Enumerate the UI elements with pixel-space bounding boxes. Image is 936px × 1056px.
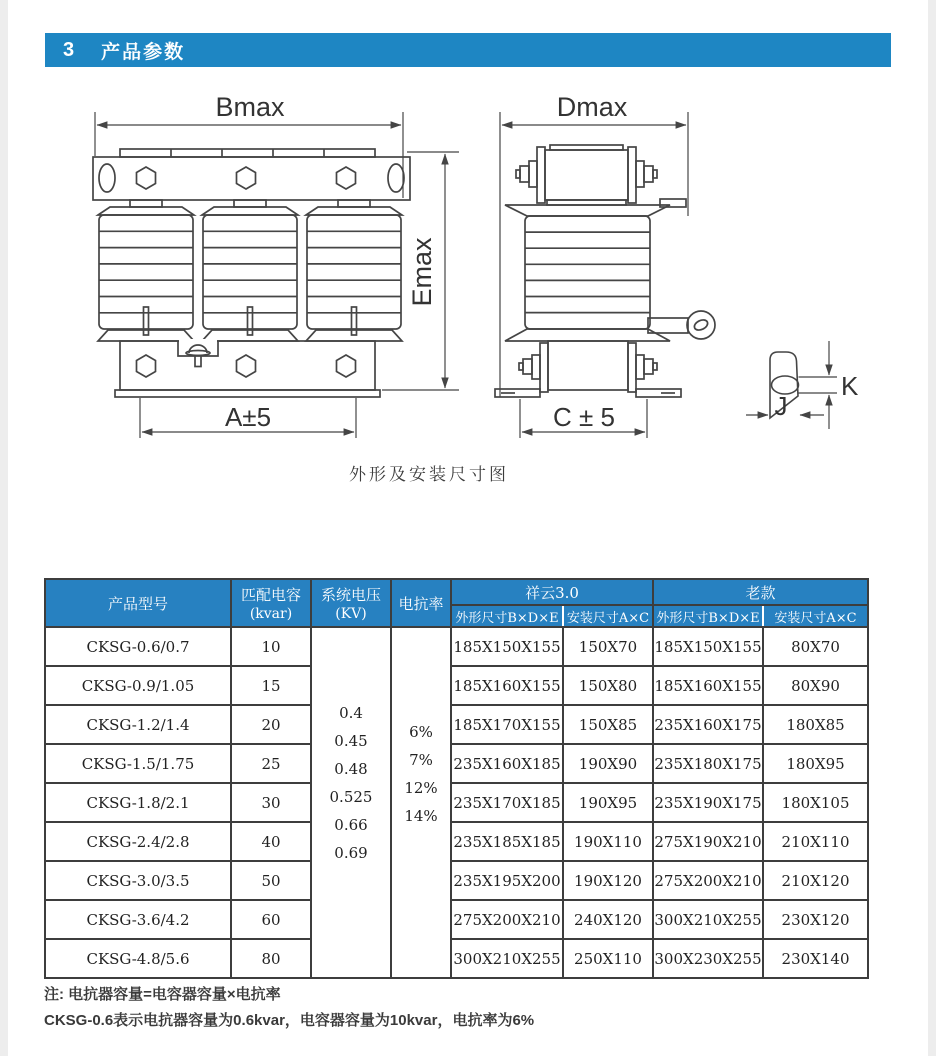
hex-bolt-icon — [237, 355, 256, 377]
bmax-label: Bmax — [215, 92, 285, 122]
table-cell: 80X70 — [763, 627, 868, 666]
table-cell: 30 — [231, 783, 311, 822]
table-cell: 25 — [231, 744, 311, 783]
table-cell: 190X120 — [563, 861, 653, 900]
table-cell: 150X85 — [563, 705, 653, 744]
table-cell: 15 — [231, 666, 311, 705]
table-cell: CKSG-1.2/1.4 — [45, 705, 231, 744]
side-view — [495, 92, 715, 438]
side-bolt-icon — [636, 355, 657, 379]
table-cell: CKSG-3.6/4.2 — [45, 900, 231, 939]
table-cell: 185X170X155 — [451, 705, 563, 744]
table-cell: 250X110 — [563, 939, 653, 978]
header-xy-outline: 外形尺寸B×D×E — [451, 605, 563, 627]
side-bolt-icon — [516, 161, 537, 187]
table-cell: 0.4 0.45 0.48 0.525 0.66 0.69 — [311, 627, 391, 978]
table-cell: 300X210X255 — [451, 939, 563, 978]
header-group-xiangyun: 祥云3.0 — [451, 579, 653, 605]
table-cell: 190X90 — [563, 744, 653, 783]
j-label: J — [774, 391, 788, 421]
hex-bolt-icon — [137, 167, 156, 189]
table-cell: 6% 7% 12% 14% — [391, 627, 451, 978]
table-cell: CKSG-0.6/0.7 — [45, 627, 231, 666]
table-cell: 190X110 — [563, 822, 653, 861]
hex-bolt-icon — [337, 355, 356, 377]
table-row — [45, 783, 868, 822]
table-cell: 235X195X200 — [451, 861, 563, 900]
table-cell: 235X160X185 — [451, 744, 563, 783]
table-row — [45, 705, 868, 744]
table-row — [45, 861, 868, 900]
table-cell: 235X180X175 — [653, 744, 763, 783]
table-cell: 185X160X155 — [451, 666, 563, 705]
table-cell: CKSG-2.4/2.8 — [45, 822, 231, 861]
table-cell: 235X170X185 — [451, 783, 563, 822]
table-cell: 180X105 — [763, 783, 868, 822]
section-title: 产品参数 — [101, 41, 186, 63]
footnote-line: 注: 电抗器容量=电容器容量×电抗率 — [44, 986, 281, 1003]
table-cell: 10 — [231, 627, 311, 666]
table-cell: CKSG-3.0/3.5 — [45, 861, 231, 900]
product-parameter-table — [44, 578, 869, 979]
front-view — [93, 92, 459, 438]
table-cell: 240X120 — [563, 900, 653, 939]
table-cell: 150X80 — [563, 666, 653, 705]
table-cell: 235X185X185 — [451, 822, 563, 861]
table-cell: 150X70 — [563, 627, 653, 666]
table-cell: 180X85 — [763, 705, 868, 744]
section-number: 3 — [63, 38, 75, 61]
table-cell: 20 — [231, 705, 311, 744]
dmax-dimension — [500, 112, 688, 397]
table-cell: 185X150X155 — [653, 627, 763, 666]
header-model: 产品型号 — [45, 579, 231, 627]
k-label: K — [841, 371, 859, 401]
dmax-label: Dmax — [556, 92, 628, 122]
table-cell: 40 — [231, 822, 311, 861]
table-cell: CKSG-4.8/5.6 — [45, 939, 231, 978]
table-header — [45, 579, 868, 627]
table-row — [45, 939, 868, 978]
dimension-drawing-svg — [50, 85, 910, 460]
header-xy-mount: 安装尺寸A×C — [563, 605, 653, 627]
a-label: A±5 — [224, 402, 272, 432]
table-cell: 210X120 — [763, 861, 868, 900]
table-cell: 275X200X210 — [451, 900, 563, 939]
table-cell: 185X150X155 — [451, 627, 563, 666]
footnote-line: CKSG-0.6表示电抗器容量为0.6kvar，电容器容量为10kvar，电抗率为6% — [44, 1012, 535, 1029]
table-cell: 300X210X255 — [653, 900, 763, 939]
c-label: C ± 5 — [553, 402, 615, 432]
hex-bolt-icon — [237, 167, 256, 189]
table-cell: CKSG-1.8/2.1 — [45, 783, 231, 822]
table-cell: 210X110 — [763, 822, 868, 861]
section-header-bar — [45, 33, 891, 67]
side-bolt-icon — [636, 161, 657, 187]
table-row — [45, 744, 868, 783]
table-row — [45, 627, 868, 666]
header-old-mount: 安装尺寸A×C — [763, 605, 868, 627]
table-cell: 230X120 — [763, 900, 868, 939]
table-cell: 300X230X255 — [653, 939, 763, 978]
bmax-dimension — [95, 112, 403, 198]
page-margin-right — [928, 0, 936, 1056]
page-margin-left — [0, 0, 8, 1056]
emax-label: Emax — [407, 237, 437, 307]
table-cell: 185X160X155 — [653, 666, 763, 705]
table-cell: 275X200X210 — [653, 861, 763, 900]
table-cell: 230X140 — [763, 939, 868, 978]
hex-bolt-icon — [337, 167, 356, 189]
table-cell: 235X160X175 — [653, 705, 763, 744]
header-voltage: 系统电压 (KV) — [311, 579, 391, 627]
table-cell: 275X190X210 — [653, 822, 763, 861]
table-cell: 80 — [231, 939, 311, 978]
table-row — [45, 822, 868, 861]
table-cell: 190X95 — [563, 783, 653, 822]
coil-center — [202, 200, 298, 341]
terminal-detail — [746, 341, 859, 429]
coil-right — [306, 200, 402, 341]
hex-bolt-icon — [137, 355, 156, 377]
table-row — [45, 900, 868, 939]
ground-screw-icon — [178, 339, 218, 367]
header-capacitance: 匹配电容 (kvar) — [231, 579, 311, 627]
table-cell: 60 — [231, 900, 311, 939]
spec-table-body — [45, 627, 868, 978]
drawing-caption: 外形及安装尺寸图 — [349, 465, 509, 485]
side-bolt-icon — [519, 355, 540, 379]
header-old-outline: 外形尺寸B×D×E — [653, 605, 763, 627]
footnotes — [44, 982, 534, 1034]
header-group-old: 老款 — [653, 579, 868, 605]
coil-left — [98, 200, 194, 341]
technical-drawing — [50, 85, 910, 460]
table-cell: CKSG-0.9/1.05 — [45, 666, 231, 705]
table-row — [45, 666, 868, 705]
table-cell: 180X95 — [763, 744, 868, 783]
table-cell: 50 — [231, 861, 311, 900]
table-cell: 80X90 — [763, 666, 868, 705]
table-cell: 235X190X175 — [653, 783, 763, 822]
header-reactance: 电抗率 — [391, 579, 451, 627]
table-cell: CKSG-1.5/1.75 — [45, 744, 231, 783]
